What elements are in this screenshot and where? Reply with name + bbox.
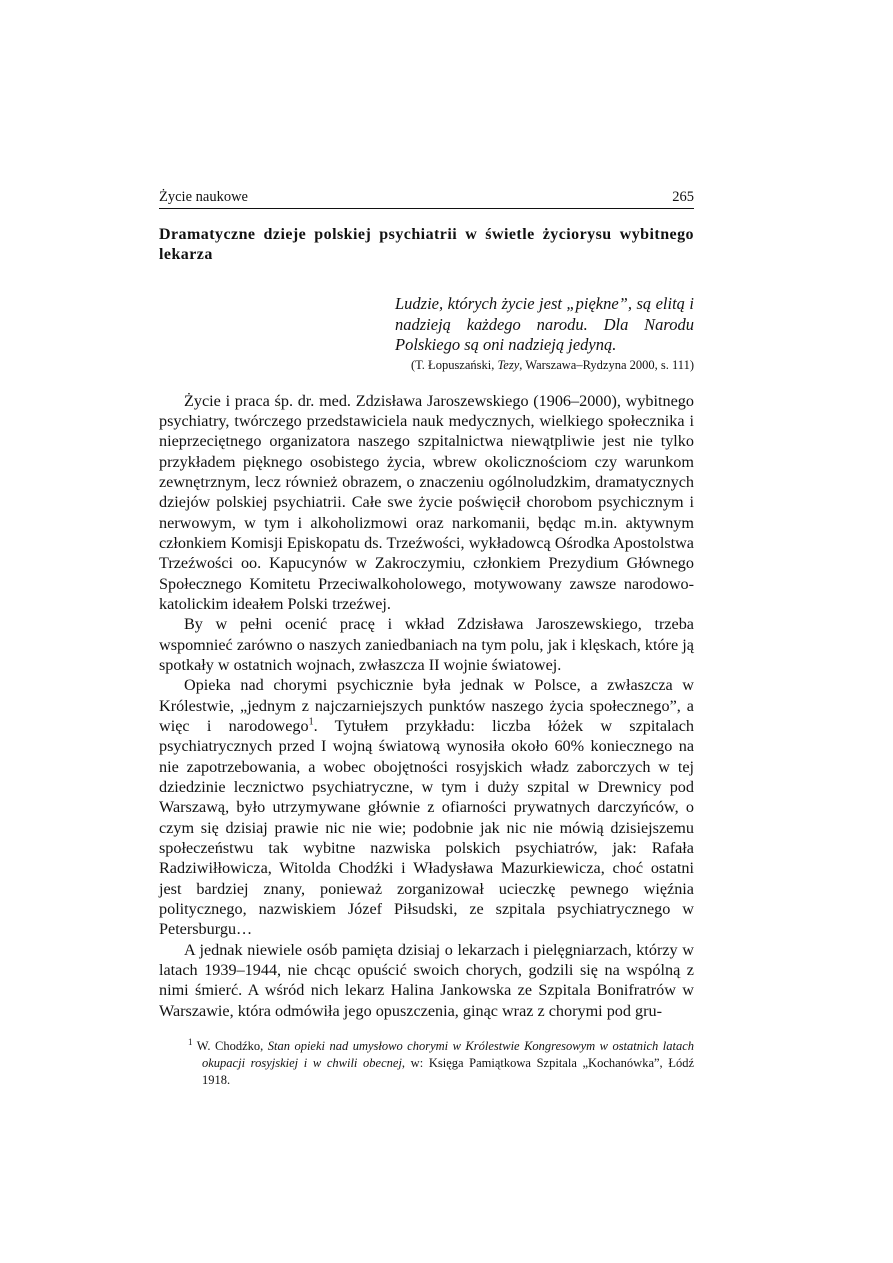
- footnote-reference[interactable]: 1: [308, 716, 314, 728]
- running-header: [159, 188, 694, 206]
- motto-source-title: Tezy: [497, 357, 520, 372]
- article-title: Dramatyczne dzieje polskiej psychiatrii w świetle życiorysu wybitnego lekarza: [159, 226, 694, 263]
- document-page: [159, 188, 694, 1089]
- footnote-1: [186, 1038, 694, 1089]
- motto-quote: Ludzie, których życie jest „piękne”, są elitą i nadzieją każdego narodu. Dla Narodu Polskiego są oni nadzieją jedyną.: [395, 294, 694, 354]
- motto-source-author: (T. Łopuszański,: [410, 357, 498, 372]
- footnote-mark: 1: [188, 1037, 193, 1047]
- paragraph-2: By w pełni ocenić pracę i wkład Zdzisława Jaroszewskiego, trzeba wspomnieć zarówno o naszych zaniedbaniach na tym polu, jak i klęskach, które ją spotkały w ostatnich wojnach, zwłaszcza II wojnie światowej.: [159, 615, 694, 674]
- paragraph-4: A jednak niewiele osób pamięta dzisiaj o lekarzach i pielęgniarzach, którzy w latach 1939–1944, nie chcąc opuścić swoich chorych, godzili się na wspólną z nimi śmierć. A wśród nich lekarz Halina Jankowska ze Szpitala Bonifratrów w Warszawie, która odmówiła jego opuszczenia, ginąc wraz z chorymi pod gru-: [159, 940, 694, 1020]
- motto-source: [395, 357, 694, 374]
- header-rule: [159, 208, 694, 209]
- motto-source-details: , Warszawa–Rydzyna 2000, s. 111): [519, 357, 694, 372]
- footnote-author: W. Chodźko,: [192, 1039, 268, 1054]
- page-number: 265: [672, 189, 694, 205]
- paragraph-3-text-a: Opieka nad chorymi psychicznie była jednak w Polsce, a zwłaszcza w Królestwie, „jednym z najczarniejszych punktów naszego życia społecznego”, a więc i narodowego: [159, 676, 694, 735]
- paragraph-3-text-b: . Tytułem przykładu: liczba łóżek w szpitalach psychiatrycznych przed I wojną światową wynosiła około 60% koniecznego na nie zapotrzebowania, a wobec obojętności rosyjskich władz zaborczych w tej dziedzinie lecznictwo psychiatryczne, w tym i duży szpital w Drewnicy pod Warszawą, było utrzymywane głównie z ofiarności prywatnych darczyńców, o czym się dzisiaj prawie nic nie wie; podobnie jak nic nie mówią dzisiejszemu społeczeństwu tak wybitne nazwiska polskich psychiatrów, jak: Rafała Radziwiłłowicza, Witolda Chodźki i Władysława Mazurkiewicza, choć ostatni jest bardziej znany, ponieważ zorganizował ucieczkę pewnego więźnia politycznego, nazwiskiem Józef Piłsudski, ze szpitala psychiatrycznego w Petersburgu…: [159, 717, 694, 939]
- article-body: [159, 391, 694, 1022]
- footnote-details: , w: Księga Pamiątkowa Szpitala „Kochanówka”, Łódź 1918.: [202, 1056, 695, 1088]
- footnote-title: Stan opieki nad umysłowo chorymi w Królestwie Kongresowym w ostatnich latach okupacji rosyjskiej i w chwili obecnej: [202, 1039, 694, 1071]
- paragraph-3: [159, 675, 694, 939]
- section-title: Życie naukowe: [159, 189, 248, 205]
- paragraph-1: Życie i praca śp. dr. med. Zdzisława Jaroszewskiego (1906–2000), wybitnego psychiatry, twórczego przedstawiciela nauk medycznych, wielkiego społecznika i nieprzeciętnego organizatora naszego szpitalnictwa niewątpliwie jest nie tylko przykładem pięknego osobistego życia, wbrew okolicznościom czy warunkom zewnętrznym, lecz również obrazem, o znaczeniu ogólnoludzkim, dramatycznych dziejów polskiej psychiatrii. Całe swe życie poświęcił chorobom psychicznym i nerwowym, w tym i alkoholizmowi oraz narkomanii, będąc m.in. aktywnym członkiem Komisji Episkopatu ds. Trzeźwości, wykładowcą Ośrodka Apostolstwa Trzeźwości oo. Kapucynów w Zakroczymiu, członkiem Prezydium Głównego Społecznego Komitetu Przeciwalkoholowego, motywowany zawsze narodowo-katolickim ideałem Polski trzeźwej.: [159, 391, 694, 613]
